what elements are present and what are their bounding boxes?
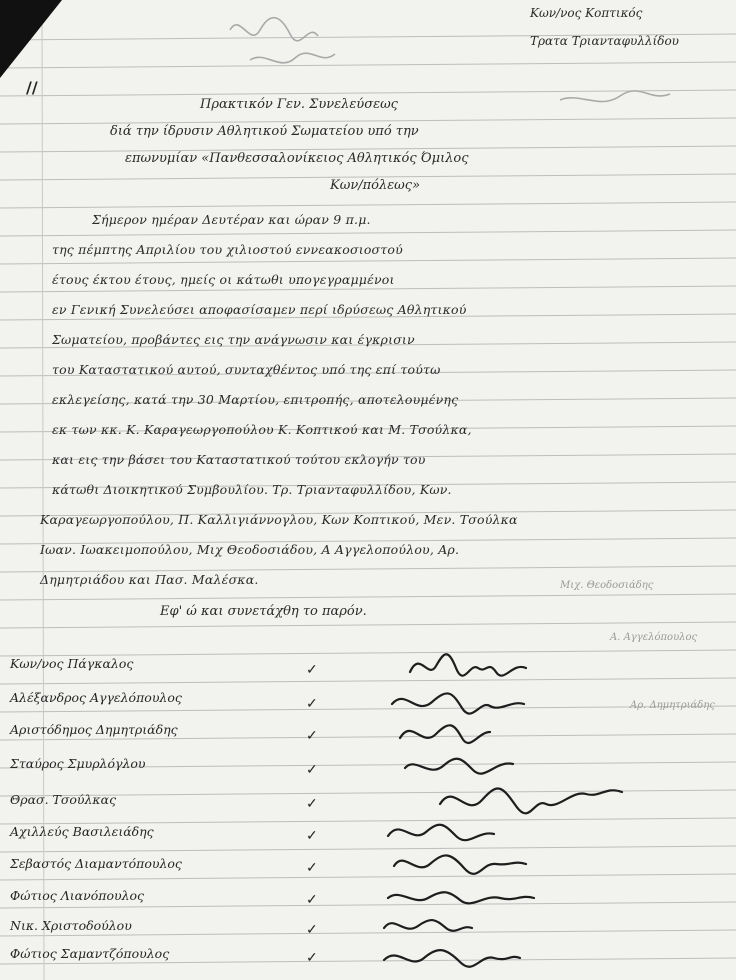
margin-mark: //	[26, 78, 38, 97]
body-line-2: της πέμπτης Απριλίου του χιλιοστού εννεακοσιοστού	[52, 242, 403, 257]
member-name-8: Φώτιος Λιανόπουλος	[10, 888, 145, 903]
body-line-4: εν Γενική Συνελεύσει αποφασίσαμεν περί ιδρύσεως Αθλητικού	[52, 302, 467, 317]
signature-3	[400, 725, 490, 743]
body-line-10: κάτωθι Διοικητικού Συμβουλίου. Τρ. Τριανταφυλλίδου, Κων.	[52, 482, 452, 497]
title-line-1: Πρακτικόν Γεν. Συνελεύσεως	[200, 97, 398, 112]
tick-mark-1: ✓	[306, 662, 318, 678]
body-line-7: εκλεγείσης, κατά την 30 Μαρτίου, επιτροπής, αποτελουμένης	[52, 392, 459, 407]
faint-mark-2: Α. Αγγελόπουλος	[610, 632, 698, 643]
body-line-6: του Καταστατικού αυτού, συνταχθέντος υπό της επί τούτω	[52, 362, 441, 377]
title-line-3: επωνυμίαν «Πανθεσσαλονίκειος Αθλητικός Όμιλος	[125, 151, 469, 166]
member-name-9: Νικ. Χριστοδούλου	[10, 918, 132, 933]
signature-4	[405, 759, 513, 774]
signature-7	[394, 855, 526, 873]
faint-mark-1: Μιχ. Θεοδοσιάδης	[560, 580, 654, 591]
body-line-11: Καραγεωργοπούλου, Π. Καλλιγιάννογλου, Κων Κοπτικού, Μεν. Τσούλκα	[40, 512, 518, 527]
body-line-12: Ιωαν. Ιωακειμοπούλου, Μιχ Θεοδοσιάδου, Α Αγγελοπούλου, Αρ.	[40, 542, 460, 557]
signature-9	[384, 920, 472, 931]
tick-mark-10: ✓	[306, 950, 318, 966]
tick-mark-4: ✓	[306, 762, 318, 778]
member-name-10: Φώτιος Σαμαντζόπουλος	[10, 946, 170, 961]
body-line-1: Σήμερον ημέραν Δευτέραν και ώραν 9 π.μ.	[92, 212, 371, 227]
body-line-9: και εις την βάσει του Καταστατικού τούτου εκλογήν του	[52, 452, 426, 467]
closing-line: Εφ' ώ και συνετάχθη το παρόν.	[160, 604, 367, 619]
tick-mark-6: ✓	[306, 828, 318, 844]
member-name-7: Σεβαστός Διαμαντόπουλος	[10, 856, 182, 871]
faint-mark-3: Αρ. Δημητριάδης	[630, 700, 715, 711]
tick-mark-8: ✓	[306, 892, 318, 908]
body-line-13: Δημητριάδου και Πασ. Μαλέσκα.	[40, 572, 259, 587]
body-line-3: έτους έκτου έτους, ημείς οι κάτωθι υπογεγραμμένοι	[52, 272, 395, 287]
title-line-2: διά την ίδρυσιν Αθλητικού Σωματείου υπό την	[110, 124, 419, 139]
top-name-2: Τρατα Τριανταφυλλίδου	[530, 34, 679, 48]
tick-mark-5: ✓	[306, 796, 318, 812]
signature-8	[388, 892, 534, 903]
top-name-1: Κων/νος Κοπτικός	[530, 6, 643, 20]
signature-6	[388, 825, 494, 840]
body-line-5: Σωματείου, προβάντες εις την ανάγνωσιν και έγκρισιν	[52, 332, 415, 347]
body-line-8: εκ των κκ. Κ. Καραγεωργοπούλου Κ. Κοπτικού και Μ. Τσούλκα,	[52, 422, 472, 437]
member-name-1: Κων/νος Πάγκαλος	[10, 656, 134, 671]
title-line-4: Κων/πόλεως»	[330, 178, 421, 193]
signature-10	[384, 950, 520, 967]
member-name-4: Σταύρος Σμυρλόγλου	[10, 756, 146, 771]
member-name-2: Αλέξανδρος Αγγελόπουλος	[10, 690, 182, 705]
signature-1	[410, 654, 526, 675]
tick-mark-3: ✓	[306, 728, 318, 744]
member-name-5: Θρασ. Τσούλκας	[10, 792, 117, 807]
member-name-3: Αριστόδημος Δημητριάδης	[10, 722, 178, 737]
tick-mark-9: ✓	[306, 922, 318, 938]
member-name-6: Αχιλλεύς Βασιλειάδης	[10, 824, 154, 839]
tick-mark-2: ✓	[306, 696, 318, 712]
signature-2	[392, 693, 524, 713]
tick-mark-7: ✓	[306, 860, 318, 876]
signature-5	[440, 789, 622, 814]
